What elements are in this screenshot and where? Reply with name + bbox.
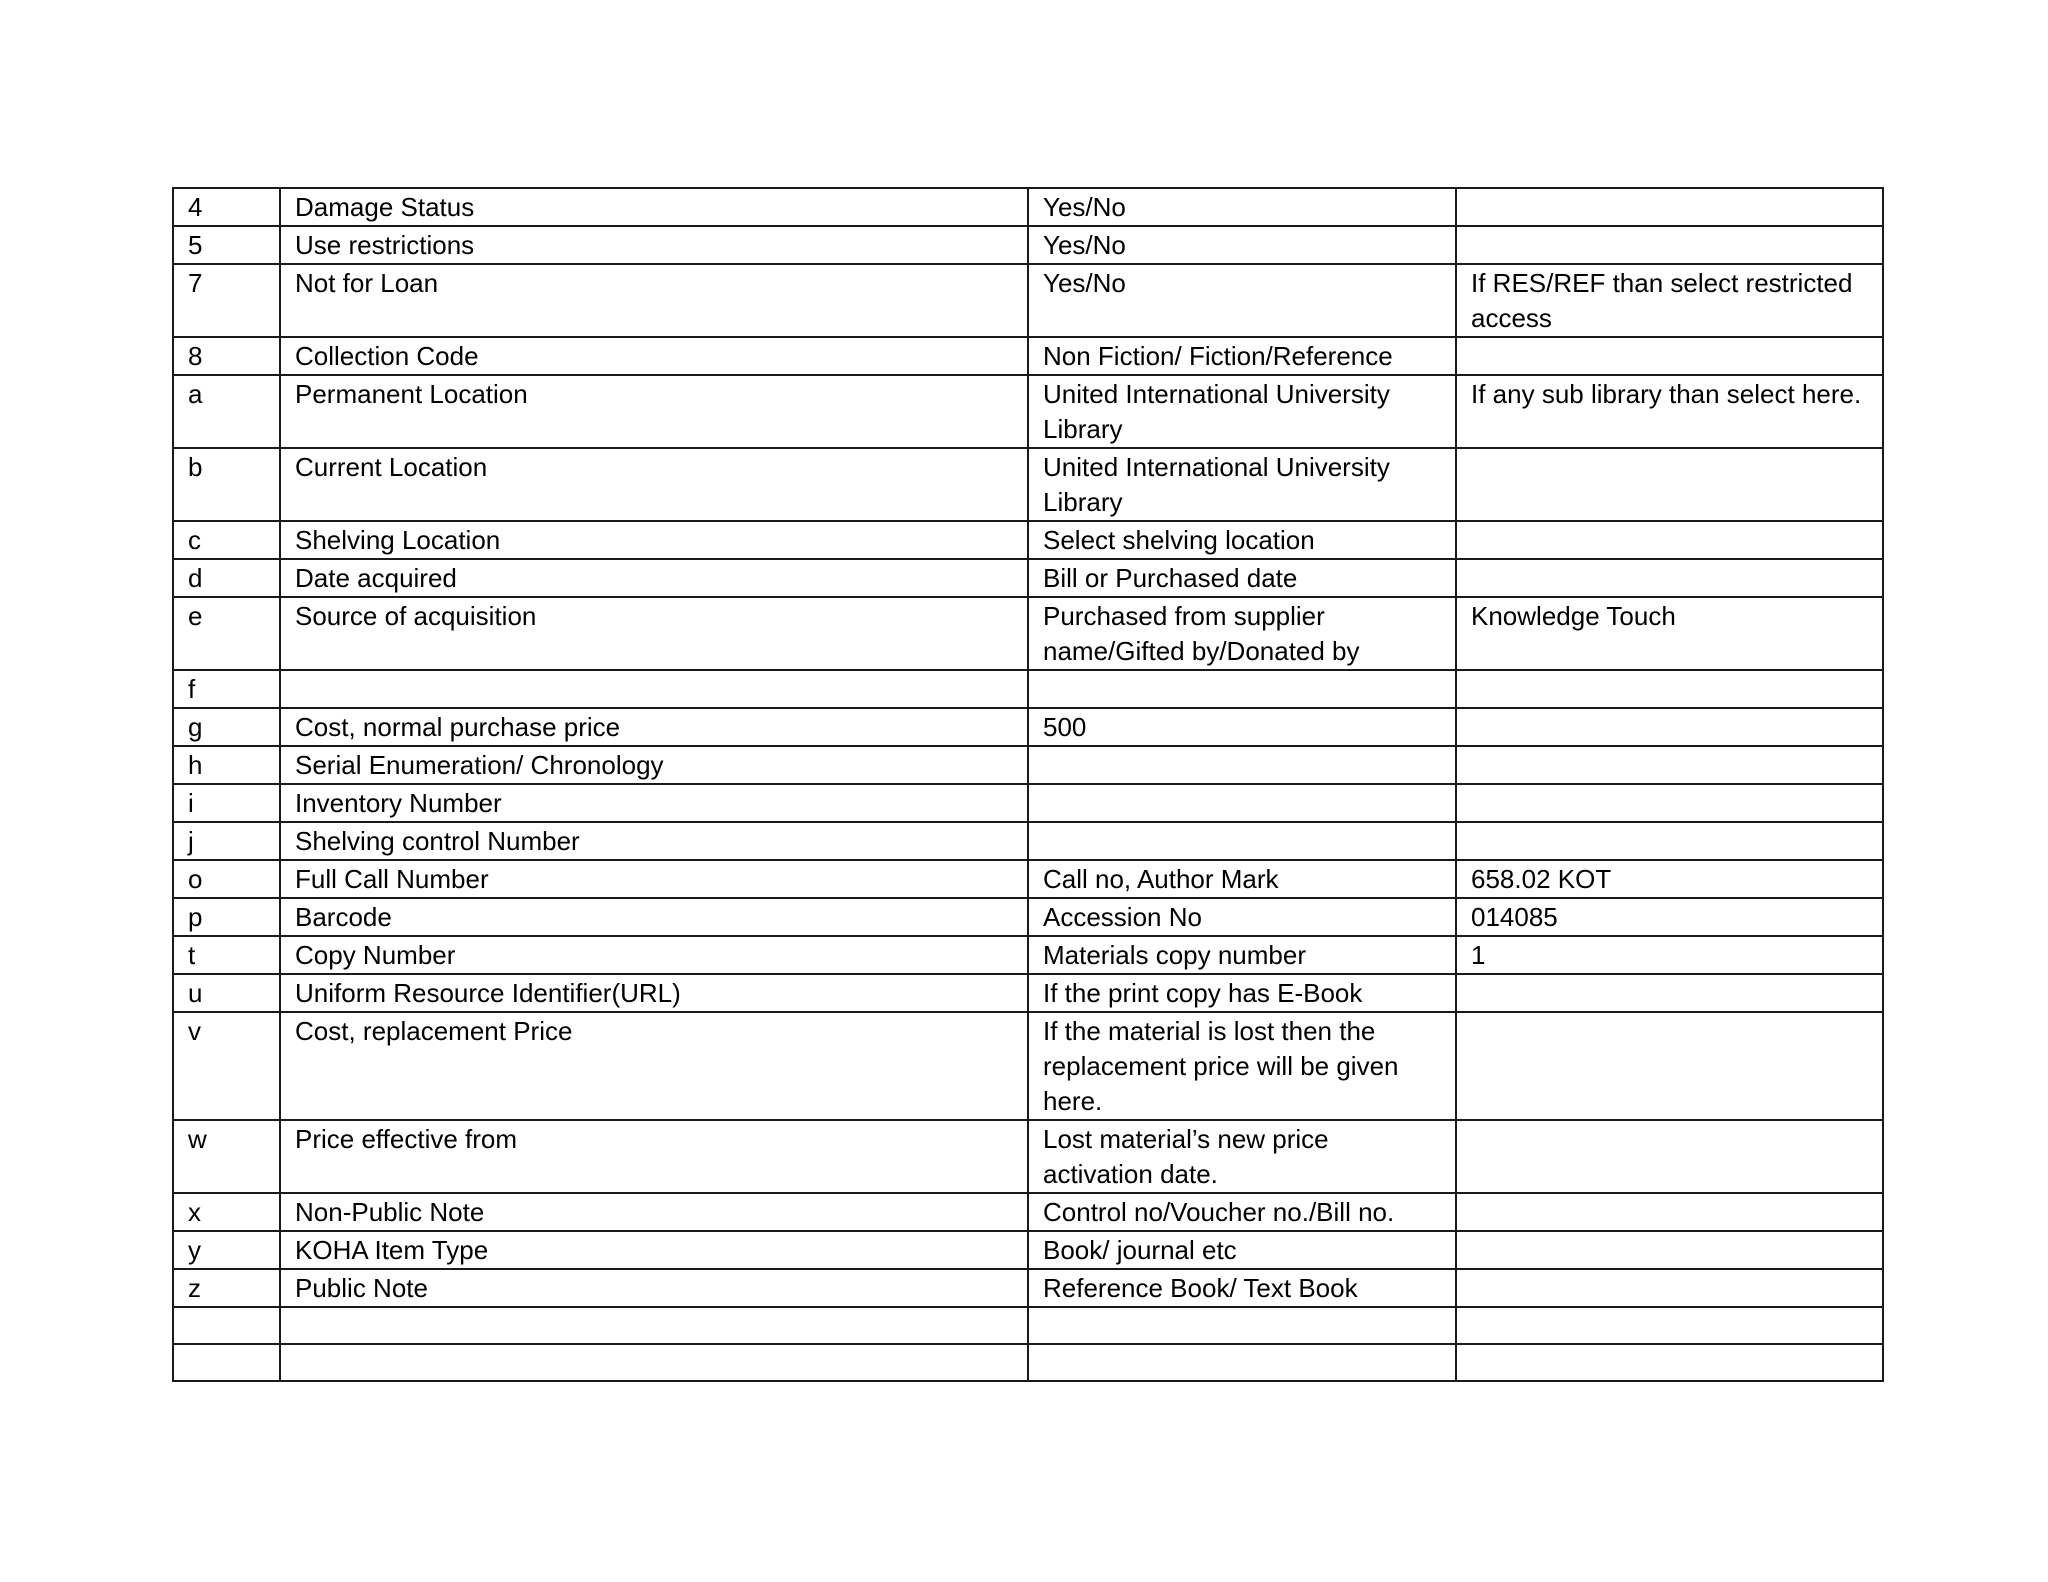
field-note-cell — [1456, 1307, 1883, 1344]
field-note-cell: 658.02 KOT — [1456, 860, 1883, 898]
field-value-cell: Non Fiction/ Fiction/Reference — [1028, 337, 1456, 375]
table-row — [173, 1269, 1883, 1307]
subfield-code-cell: 7 — [173, 264, 280, 337]
field-name-cell: Date acquired — [280, 559, 1028, 597]
field-value-cell: Yes/No — [1028, 264, 1456, 337]
subfield-code-cell: x — [173, 1193, 280, 1231]
table-row — [173, 337, 1883, 375]
table-row — [173, 936, 1883, 974]
subfield-code-cell: u — [173, 974, 280, 1012]
table-row — [173, 264, 1883, 337]
table-row — [173, 1193, 1883, 1231]
table-row — [173, 1344, 1883, 1381]
field-note-cell: 1 — [1456, 936, 1883, 974]
table-row — [173, 1307, 1883, 1344]
table-row — [173, 1231, 1883, 1269]
field-name-cell: Non-Public Note — [280, 1193, 1028, 1231]
field-note-cell — [1456, 746, 1883, 784]
field-name-cell: Collection Code — [280, 337, 1028, 375]
table-row — [173, 784, 1883, 822]
table-row — [173, 1120, 1883, 1193]
field-note-cell — [1456, 1269, 1883, 1307]
field-value-cell: Control no/Voucher no./Bill no. — [1028, 1193, 1456, 1231]
field-note-cell — [1456, 337, 1883, 375]
field-note-cell — [1456, 521, 1883, 559]
field-name-cell — [280, 1307, 1028, 1344]
subfield-code-cell: c — [173, 521, 280, 559]
subfield-code-cell — [173, 1307, 280, 1344]
field-name-cell: KOHA Item Type — [280, 1231, 1028, 1269]
table-row — [173, 670, 1883, 708]
field-name-cell: Uniform Resource Identifier(URL) — [280, 974, 1028, 1012]
field-name-cell: Full Call Number — [280, 860, 1028, 898]
field-name-cell: Serial Enumeration/ Chronology — [280, 746, 1028, 784]
field-name-cell: Shelving Location — [280, 521, 1028, 559]
field-value-cell: United International University Library — [1028, 448, 1456, 521]
field-value-cell: Lost material’s new price activation date. — [1028, 1120, 1456, 1193]
field-name-cell: Damage Status — [280, 188, 1028, 226]
subfield-code-cell: t — [173, 936, 280, 974]
field-note-cell — [1456, 1193, 1883, 1231]
subfield-code-cell — [173, 1344, 280, 1381]
field-note-cell — [1456, 670, 1883, 708]
table-row — [173, 898, 1883, 936]
subfield-code-cell: e — [173, 597, 280, 670]
field-name-cell: Cost, replacement Price — [280, 1012, 1028, 1120]
table-row — [173, 521, 1883, 559]
subfield-code-cell: z — [173, 1269, 280, 1307]
field-note-cell — [1456, 188, 1883, 226]
field-note-cell — [1456, 1231, 1883, 1269]
field-note-cell: If RES/REF than select restricted access — [1456, 264, 1883, 337]
field-value-cell: Select shelving location — [1028, 521, 1456, 559]
subfield-code-cell: v — [173, 1012, 280, 1120]
field-note-cell — [1456, 1012, 1883, 1120]
field-value-cell — [1028, 670, 1456, 708]
field-name-cell: Price effective from — [280, 1120, 1028, 1193]
field-value-cell: Purchased from supplier name/Gifted by/Donated by — [1028, 597, 1456, 670]
table-row — [173, 746, 1883, 784]
field-name-cell — [280, 1344, 1028, 1381]
table-row — [173, 559, 1883, 597]
field-name-cell: Source of acquisition — [280, 597, 1028, 670]
field-name-cell: Current Location — [280, 448, 1028, 521]
subfield-code-cell: p — [173, 898, 280, 936]
field-value-cell: If the print copy has E-Book — [1028, 974, 1456, 1012]
field-name-cell: Shelving control Number — [280, 822, 1028, 860]
field-note-cell: If any sub library than select here. — [1456, 375, 1883, 448]
field-note-cell — [1456, 822, 1883, 860]
subfield-code-cell: f — [173, 670, 280, 708]
subfield-code-cell: b — [173, 448, 280, 521]
field-value-cell: Book/ journal etc — [1028, 1231, 1456, 1269]
subfield-code-cell: h — [173, 746, 280, 784]
subfield-code-cell: y — [173, 1231, 280, 1269]
field-value-cell: 500 — [1028, 708, 1456, 746]
field-value-cell — [1028, 1307, 1456, 1344]
field-value-cell — [1028, 822, 1456, 860]
field-note-cell — [1456, 1344, 1883, 1381]
field-value-cell — [1028, 784, 1456, 822]
subfield-code-cell: i — [173, 784, 280, 822]
field-name-cell: Public Note — [280, 1269, 1028, 1307]
field-note-cell — [1456, 708, 1883, 746]
field-name-cell: Permanent Location — [280, 375, 1028, 448]
field-note-cell — [1456, 559, 1883, 597]
subfield-code-cell: a — [173, 375, 280, 448]
table-row — [173, 448, 1883, 521]
field-value-cell: United International University Library — [1028, 375, 1456, 448]
field-note-cell — [1456, 226, 1883, 264]
subfield-code-cell: g — [173, 708, 280, 746]
field-value-cell — [1028, 1344, 1456, 1381]
table-row — [173, 860, 1883, 898]
field-value-cell: Materials copy number — [1028, 936, 1456, 974]
field-name-cell: Barcode — [280, 898, 1028, 936]
field-name-cell: Inventory Number — [280, 784, 1028, 822]
subfield-code-cell: 5 — [173, 226, 280, 264]
field-name-cell: Not for Loan — [280, 264, 1028, 337]
field-note-cell — [1456, 974, 1883, 1012]
table-row — [173, 375, 1883, 448]
field-name-cell: Use restrictions — [280, 226, 1028, 264]
table-row — [173, 974, 1883, 1012]
field-value-cell: Bill or Purchased date — [1028, 559, 1456, 597]
field-name-cell: Cost, normal purchase price — [280, 708, 1028, 746]
subfield-code-cell: j — [173, 822, 280, 860]
field-value-cell: If the material is lost then the replacement price will be given here. — [1028, 1012, 1456, 1120]
subfield-code-cell: 8 — [173, 337, 280, 375]
field-note-cell — [1456, 448, 1883, 521]
field-note-cell — [1456, 784, 1883, 822]
field-value-cell: Reference Book/ Text Book — [1028, 1269, 1456, 1307]
field-value-cell — [1028, 746, 1456, 784]
subfield-code-cell: o — [173, 860, 280, 898]
field-value-cell: Accession No — [1028, 898, 1456, 936]
subfield-code-cell: d — [173, 559, 280, 597]
field-name-cell: Copy Number — [280, 936, 1028, 974]
table-row — [173, 708, 1883, 746]
subfield-code-cell: w — [173, 1120, 280, 1193]
field-value-cell: Yes/No — [1028, 226, 1456, 264]
table-body — [173, 188, 1883, 1381]
table-row — [173, 822, 1883, 860]
subfield-code-cell: 4 — [173, 188, 280, 226]
table-row — [173, 226, 1883, 264]
field-note-cell — [1456, 1120, 1883, 1193]
marc-subfield-table — [172, 187, 1884, 1382]
field-note-cell: 014085 — [1456, 898, 1883, 936]
field-value-cell: Call no, Author Mark — [1028, 860, 1456, 898]
field-name-cell — [280, 670, 1028, 708]
table-row — [173, 597, 1883, 670]
field-note-cell: Knowledge Touch — [1456, 597, 1883, 670]
table-row — [173, 188, 1883, 226]
table-row — [173, 1012, 1883, 1120]
field-value-cell: Yes/No — [1028, 188, 1456, 226]
